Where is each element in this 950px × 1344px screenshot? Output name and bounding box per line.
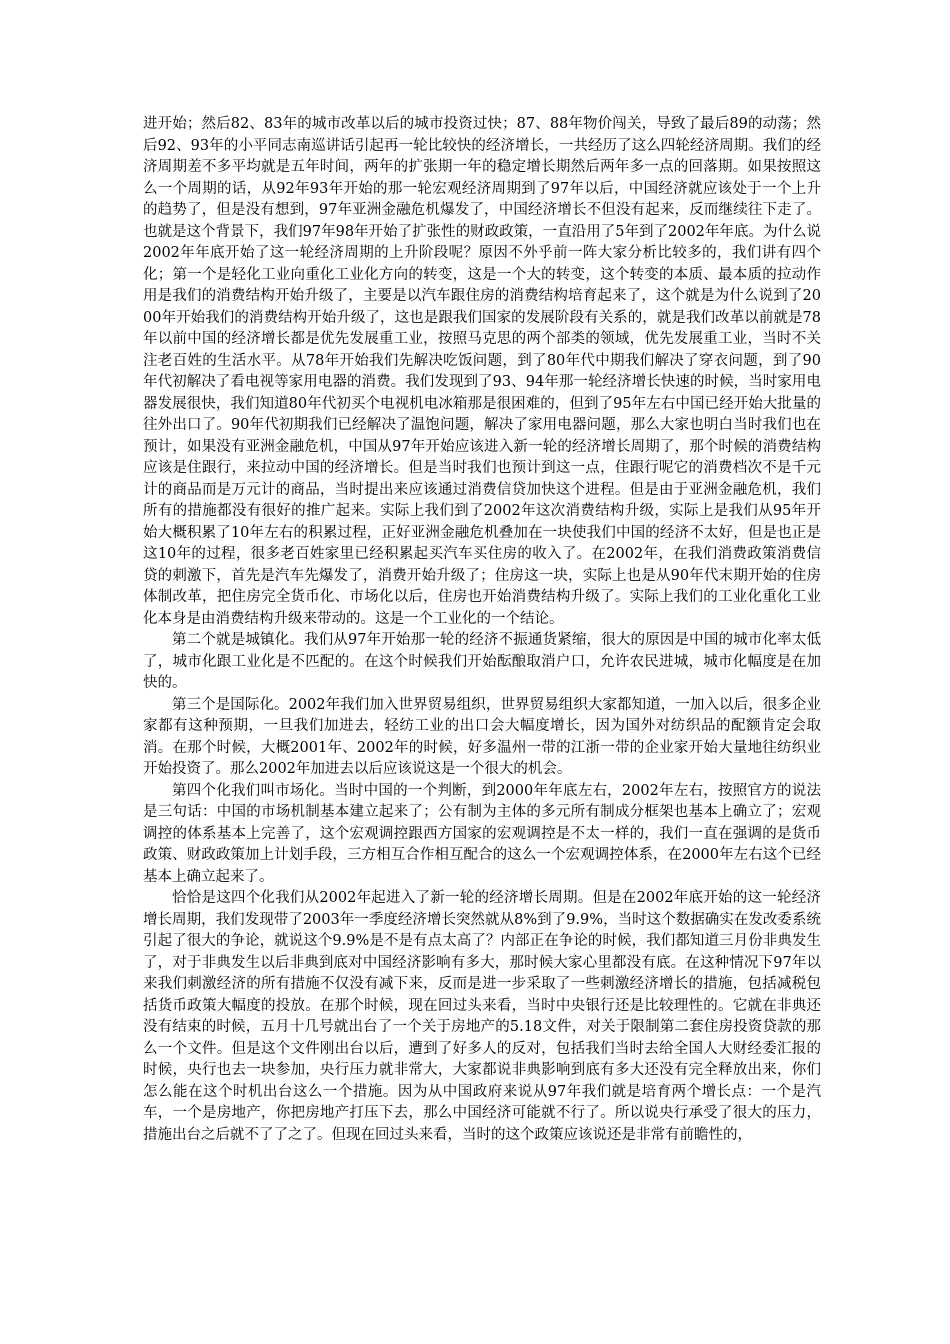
paragraph-1: 进开始；然后82、83年的城市改革以后的城市投资过快；87、88年物价闯关，导致了最后89的动荡；然后92、93年的小平同志南巡讲话引起再一轮比较快的经济增长，一共经历了这么四轮经济周期。我们的经济周期差不多平均就是五年时间，两年的扩张期一年的稳定增长期然后两年多一点的回落期。如果按照这么一个周期的话，从92年93年开始的那一轮宏观经济周期到了97年以后，中国经济就应该处于一个上升的趋势了，但是没有想到，97年亚洲金融危机爆发了，中国经济增长不但没有起来，反而继续往下走了。也就是这个背景下，我们97年98年开始了扩张性的财政政策，一直沿用了5年到了2002年年底。为什么说2002年年底开始了这一轮经济周期的上升阶段呢？原因不外乎前一阵大家分析比较多的，我们讲有四个化；第一个是轻化工业向重化工业化方向的转变，这是一个大的转变，这个转变的本质、最本质的拉动作用是我们的消费结构开始升级了，主要是以汽车跟住房的消费结构培育起来了，这个就是为什么说到了2000年开始我们的消费结构开始升级了，这也是跟我们国家的发展阶段有关系的，就是我们改革以前就是78年以前中国的经济增长都是优先发展重工业，按照马克思的两个部类的领域，优先发展重工业，当时不关注老百姓的生活水平。从78年开始我们先解决吃饭问题，到了80年代中期我们解决了穿衣问题，到了90年代初解决了看电视等家用电器的消费。我们发现到了93、94年那一轮经济增长快速的时候，当时家用电器发展很快，我们知道80年代初买个电视机电冰箱那是很困难的，但到了95年左右中国已经开始大批量的往外出口了。90年代初期我们已经解决了温饱问题，解决了家用电器问题，那么大家也明白当时我们也在预计，如果没有亚洲金融危机，中国从97年开始应该进入新一轮的经济增长周期了，那个时候的消费结构应该是住跟行，来拉动中国的经济增长。但是当时我们也预计到这一点，住跟行呢它的消费档次不是千元计的商品而是万元计的商品，当时提出来应该通过消费信贷加快这个进程。但是由于亚洲金融危机，我们所有的措施都没有很好的推广起来。实际上我们到了2002年这次消费结构升级，实际上是我们从95年开始大概积累了10年左右的积累过程，正好亚洲金融危机叠加在一块使我们中国的经济不太好，但是也正是这10年的过程，很多老百姓家里已经积累起买汽车买住房的收入了。在2002年，在我们消费政策消费信贷的刺激下，首先是汽车先爆发了，消费开始升级了；住房这一块，实际上也是从90年代末期开始的住房体制改革，把住房完全货币化、市场化以后，住房也开始消费结构升级了。实际上我们的工业化重化工业化本身是由消费结构升级来带动的。这是一个工业化的一个结论。: [143, 116, 821, 627]
paragraph-5: 恰恰是这四个化我们从2002年起进入了新一轮的经济增长周期。但是在2002年底开始的这一轮经济增长周期，我们发现带了2003年一季度经济增长突然就从8%到了9.9%，当时这个数据确实在发改委系统引起了很大的争论，就说这个9.9%是不是有点太高了？内部正在争论的时候，我们都知道三月份非典发生了，对于非典发生以后非典到底对中国经济影响有多大，那时候大家心里都没有底。在这种情况下97年以来我们刺激经济的所有措施不仅没有减下来，反而是进一步采取了一些刺激经济增长的措施，包括减税包括货币政策大幅度的投放。在那个时候，现在回过头来看，当时中央银行还是比较理性的。它就在非典还没有结束的时候，五月十几号就出台了一个关于房地产的5.18文件，对关于限制第二套住房投资贷款的那么一个文件。但是这个文件刚出台以后，遭到了好多人的反对，包括我们当时去给全国人大财经委汇报的时候，央行也去一块参加，央行压力就非常大，大家都说非典影响到底有多大还没有完全释放出来，你们怎么能在这个时机出台这么一个措施。因为从中国政府来说从97年我们就是培育两个增长点：一个是汽车，一个是房地产，你把房地产打压下去，那么中国经济可能就不行了。所以说央行承受了很大的压力，措施出台之后就不了了之了。但现在回过头来看，当时的这个政策应该说还是非常有前瞻性的，: [143, 890, 821, 1143]
paragraph-3: 第三个是国际化。2002年我们加入世界贸易组织，世界贸易组织大家都知道，一加入以后，很多企业家都有这种预期，一旦我们加进去，轻纺工业的出口会大幅度增长，因为国外对纺织品的配额肯定会取消。在那个时候，大概2001年、2002年的时候，好多温州一带的江浙一带的企业家开始大量地往纺织业开始投资了。那么2002年加进去以后应该说这是一个很大的机会。: [143, 696, 821, 777]
paragraph-4: 第四个化我们叫市场化。当时中国的一个判断，到2000年年底左右，2002年左右，按照官方的说法是三句话：中国的市场机制基本建立起来了；公有制为主体的多元所有制成分框架也基本上确立了；宏观调控的体系基本上完善了，这个宏观调控跟西方国家的宏观调控是不太一样的，我们一直在强调的是货币政策、财政政策加上计划手段，三方相互合作相互配合的这么一个宏观调控体系，在2000年左右这个已经基本上确立起来了。: [143, 782, 821, 885]
document-body: [143, 114, 821, 1146]
paragraph-2: 第二个就是城镇化。我们从97年开始那一轮的经济不振通货紧缩，很大的原因是中国的城市化率太低了，城市化跟工业化是不匹配的。在这个时候我们开始酝酿取消户口，允许农民进城，城市化幅度是在加快的。: [143, 632, 821, 691]
